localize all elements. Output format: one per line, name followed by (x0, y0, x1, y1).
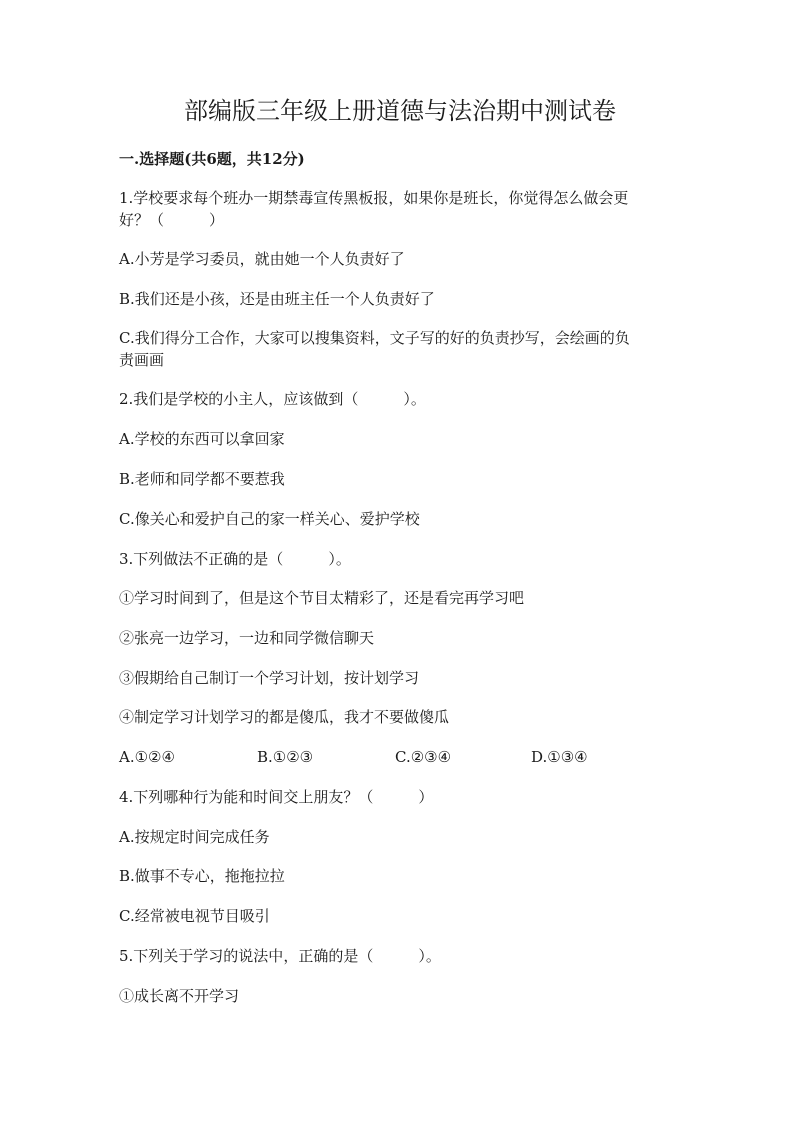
question-2-stem: 2.我们是学校的小主人，应该做到（ ）。 (119, 390, 426, 408)
question-1-option-c-line-2: 责画画 (119, 351, 165, 369)
question-3-option-b: B.①②③ (257, 748, 314, 766)
question-1-option-a: A.小芳是学习委员，就由她一个人负责好了 (119, 250, 405, 268)
question-2-option-a: A.学校的东西可以拿回家 (119, 430, 285, 448)
question-3-statement-1: ①学习时间到了，但是这个节目太精彩了，还是看完再学习吧 (119, 589, 525, 607)
page-title: 部编版三年级上册道德与法治期中测试卷 (184, 97, 616, 125)
question-3-statement-4: ④制定学习计划学习的都是傻瓜，我才不要做傻瓜 (119, 708, 450, 726)
question-3-stem: 3.下列做法不正确的是（ ）。 (119, 550, 351, 568)
question-2-option-b: B.老师和同学都不要惹我 (119, 470, 285, 488)
question-1-stem-line-1: 1.学校要求每个班办一期禁毒宣传黑板报，如果你是班长，你觉得怎么做会更 (119, 189, 629, 207)
section-heading: 一.选择题(共6题，共12分) (119, 150, 305, 168)
question-3-statement-3: ③假期给自己制订一个学习计划，按计划学习 (119, 669, 420, 687)
question-5-stem: 5.下列关于学习的说法中，正确的是（ ）。 (119, 947, 441, 965)
question-1-option-c-line-1: C.我们得分工合作，大家可以搜集资料，文子写的好的负责抄写，会绘画的负 (119, 329, 630, 347)
question-4-option-b: B.做事不专心，拖拖拉拉 (119, 867, 285, 885)
question-5-statement-1: ①成长离不开学习 (119, 987, 240, 1005)
question-3-statement-2: ②张亮一边学习，一边和同学微信聊天 (119, 629, 375, 647)
question-3-option-c: C.②③④ (395, 748, 452, 766)
question-4-option-c: C.经常被电视节目吸引 (119, 907, 270, 925)
question-3-option-a: A.①②④ (119, 748, 175, 766)
question-1-option-b: B.我们还是小孩，还是由班主任一个人负责好了 (119, 290, 435, 308)
question-4-stem: 4.下列哪种行为能和时间交上朋友？（ ） (119, 788, 434, 806)
question-4-option-a: A.按规定时间完成任务 (119, 828, 270, 846)
question-2-option-c: C.像关心和爱护自己的家一样关心、爱护学校 (119, 510, 420, 528)
question-1-stem-line-2: 好？（ ） (119, 211, 225, 229)
question-3-option-d: D.①③④ (531, 748, 588, 766)
